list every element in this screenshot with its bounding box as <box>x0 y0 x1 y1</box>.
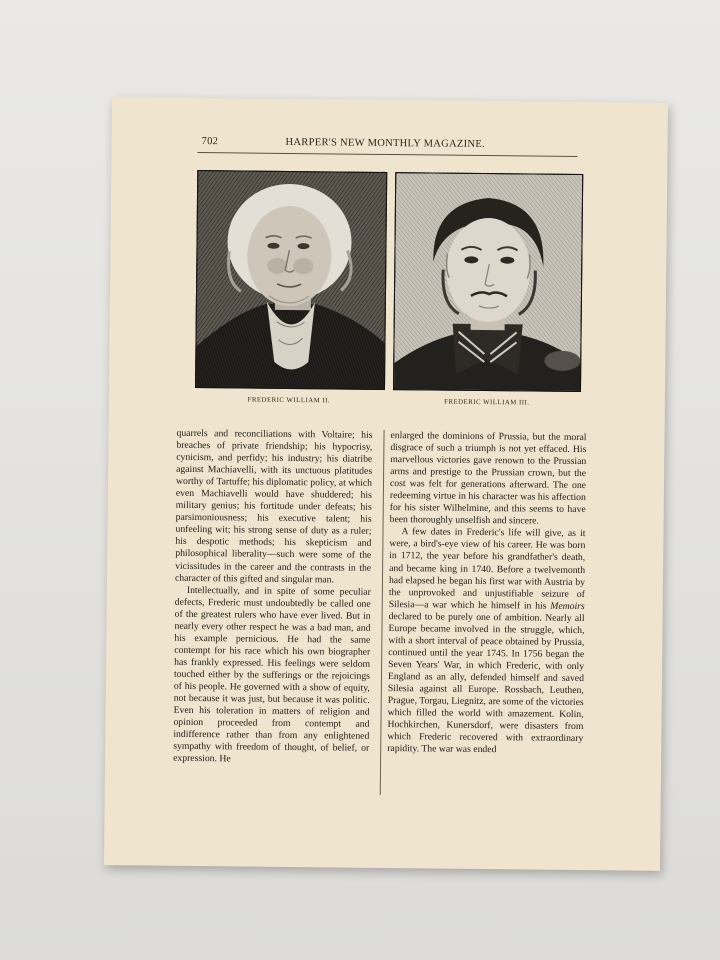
paragraph: Intellectually, and in spite of some peculiar defects, Frederic must undoubtedly be called one of the greatest rulers who have ever lived. But in nearly every other respect he was a bad man, and his example pernicious. He had the same contempt for his race which his own biographer has frankly expressed. His feelings were seldom touched either by the sufferings or the rejoicings of his people. He governed with a show of equity, not because it was just, but because it was politic. Even his toleration in matters of religion and opinion proceeded from contempt and indifference rather than from any enlightened sympathy with freedom of thought, of belief, or expression. He <box>173 584 371 765</box>
engraving-portrait-ii <box>196 171 386 389</box>
engraving-portrait-iii <box>394 173 582 391</box>
portrait-caption-iii: FREDERIC WILLIAM III. <box>444 398 530 407</box>
portrait-frederic-william-iii <box>393 172 583 392</box>
page-header <box>197 136 577 157</box>
portrait-frederic-william-ii <box>195 170 387 390</box>
italic-title-memoirs: Memoirs <box>550 600 585 612</box>
right-text-column <box>387 430 586 757</box>
running-title: HARPER'S NEW MONTHLY MAGAZINE. <box>285 136 486 151</box>
portrait-caption-ii: FREDERIC WILLIAM II. <box>247 396 331 405</box>
magazine-page <box>104 97 668 871</box>
text-run: A few dates in Frederic's life will give, as it were, a bird's-eye view of his career. He was born in 1712, the year before his grandfather's death, and became king in 1740. Before a twelvemonth had elapsed he began his first war with Austria by the unprovoked and unjustifiable seizure of Silesia—a war which he himself in his <box>388 526 586 612</box>
left-text-column <box>173 428 373 767</box>
paragraph: enlarged the dominions of Prussia, but the moral disgrace of such a triumph is not yet effaced. His marvellous victories gave renown to the Prussian arms and prestige to the Prussian crown, but the cost was felt for generations afterward. The one redeeming virtue in his character was his affection for his sister Wilhelmine, and this seems to have been thoroughly unselfish and sincere. <box>389 430 587 527</box>
page-number: 702 <box>201 136 219 148</box>
text-run: declared to be purely one of ambition. Nearly all Europe became involved in the struggle, which, with a short interval of peace obtained by Prussia, continued until the year 1745. In 1756 began the Seven Years' War, in which Frederic, with only England as an ally, defended himself and saved Silesia against all Europe. Rossbach, Leuthen, Prague, Torgau, Liegnitz, are some of the victories which filled the world with amazement. Kolin, Hochkirchen, Kunersdorf, were disasters from which Frederic recovered with extraordinary rapidity. The war was ended <box>387 610 585 756</box>
column-divider <box>380 430 385 795</box>
paragraph: quarrels and reconciliations with Voltaire; his breaches of private friendship; his hypocrisy, cynicism, and perfidy; his industry; his diatribe against Machiavelli, with its unctuous platitudes worthy of Tartuffe; his diplomatic policy, at which even Machiavelli would have shuddered; his military genius; his fortitude under defeats; his parsimoniousness; his executive talent; his unfeeling wit; his strong sense of duty as a ruler; his despotic methods; his skepticism and philosophical liberality—such were some of the vicissitudes in the career and the contrasts in the character of this gifted and singular man. <box>174 427 373 586</box>
paragraph <box>387 526 585 757</box>
